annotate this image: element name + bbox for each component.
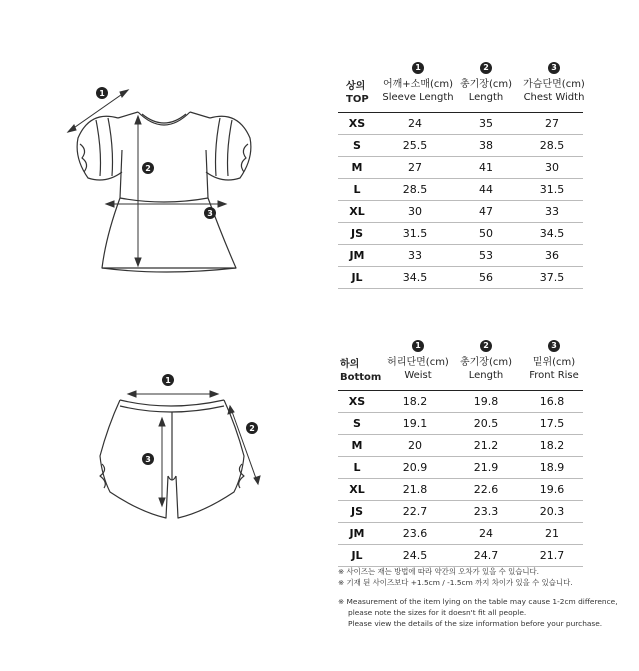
bottom-marker-2: 2 <box>249 424 255 433</box>
top-col-length: 2 총기장(cm) Length <box>459 63 513 103</box>
num-badge: 2 <box>480 62 492 74</box>
bottom-table-body <box>338 390 583 567</box>
measure-value: 31.5 <box>539 183 565 196</box>
table-row <box>338 223 583 245</box>
bottom-marker-3: 3 <box>145 455 151 464</box>
size-label: JS <box>350 227 363 240</box>
size-label: M <box>351 161 363 174</box>
measure-value: 27 <box>545 117 559 130</box>
table-row <box>338 545 583 567</box>
table-row <box>338 435 583 457</box>
measure-value: 31.5 <box>402 227 428 240</box>
num-badge: 1 <box>412 62 424 74</box>
measure-value: 21.7 <box>539 549 565 562</box>
measure-value: 16.8 <box>539 395 565 408</box>
top-col-chest-width: 3 가슴단면(cm) Chest Width <box>523 63 585 103</box>
measure-value: 21.8 <box>402 483 428 496</box>
measure-value: 36 <box>545 249 559 262</box>
measure-value: 34.5 <box>539 227 565 240</box>
top-marker-1: 1 <box>99 89 105 98</box>
size-label: XS <box>348 395 366 408</box>
size-label: S <box>353 139 361 152</box>
measure-value: 22.6 <box>473 483 499 496</box>
measure-value: 38 <box>479 139 493 152</box>
measure-value: 22.7 <box>402 505 428 518</box>
note-ko-1: ※ 사이즈는 재는 방법에 따라 약간의 오차가 있을 수 있습니다. <box>338 567 540 576</box>
size-label: S <box>353 417 361 430</box>
measure-value: 20.9 <box>402 461 428 474</box>
bottom-label-ko: 하의 <box>340 359 360 370</box>
note-ko-2: ※ 기재 된 사이즈보다 +1.5cm / -1.5cm 까지 차이가 있을 수 있습니다. <box>338 578 573 587</box>
measure-value: 21 <box>545 527 559 540</box>
measure-value: 18.9 <box>539 461 565 474</box>
top-marker-2: 2 <box>145 164 151 173</box>
top-garment-illustration <box>60 80 270 280</box>
top-table-header <box>338 62 583 112</box>
note-en-2: please note the sizes for it doesn't fit all people. <box>348 608 527 617</box>
measure-value: 44 <box>479 183 493 196</box>
measure-value: 47 <box>479 205 493 218</box>
measure-value: 19.1 <box>402 417 428 430</box>
measure-value: 24 <box>479 527 493 540</box>
size-label: XL <box>349 205 365 218</box>
size-label: XS <box>348 117 366 130</box>
measure-value: 19.6 <box>539 483 565 496</box>
measure-value: 20 <box>408 439 422 452</box>
size-label: JL <box>351 271 363 284</box>
top-marker-3: 3 <box>207 209 213 218</box>
top-size-table <box>338 62 583 289</box>
size-label: L <box>353 183 361 196</box>
size-label: JL <box>351 549 363 562</box>
size-label: JM <box>349 249 365 262</box>
num-badge: 3 <box>548 62 560 74</box>
measure-value: 33 <box>408 249 422 262</box>
num-badge: 3 <box>548 340 560 352</box>
table-row <box>338 391 583 413</box>
table-row <box>338 457 583 479</box>
measure-value: 56 <box>479 271 493 284</box>
measure-value: 50 <box>479 227 493 240</box>
top-label-en: TOP <box>346 94 369 105</box>
table-row <box>338 113 583 135</box>
measure-value: 24 <box>408 117 422 130</box>
measure-value: 21.2 <box>473 439 499 452</box>
bottom-col-waist: 1 허리단면(cm) Weist <box>387 341 449 381</box>
measure-value: 37.5 <box>539 271 565 284</box>
measure-value: 18.2 <box>402 395 428 408</box>
top-table-label <box>346 80 380 106</box>
bottom-garment-illustration <box>80 366 280 526</box>
measure-value: 19.8 <box>473 395 499 408</box>
table-row <box>338 179 583 201</box>
measure-value: 30 <box>545 161 559 174</box>
size-label: JS <box>350 505 363 518</box>
note-en-3: Please view the details of the size information before your purchase. <box>348 619 603 628</box>
measure-value: 28.5 <box>539 139 565 152</box>
measure-value: 20.5 <box>473 417 499 430</box>
table-row <box>338 201 583 223</box>
measure-value: 30 <box>408 205 422 218</box>
top-table-body <box>338 112 583 289</box>
measure-value: 35 <box>479 117 493 130</box>
measure-value: 24.5 <box>402 549 428 562</box>
table-row <box>338 157 583 179</box>
bottom-col-front-rise: 3 밑위(cm) Front Rise <box>529 341 579 381</box>
measure-value: 27 <box>408 161 422 174</box>
size-label: L <box>353 461 361 474</box>
measure-value: 24.7 <box>473 549 499 562</box>
measure-value: 20.3 <box>539 505 565 518</box>
top-label-ko: 상의 <box>346 81 366 92</box>
measure-value: 33 <box>545 205 559 218</box>
measure-value: 18.2 <box>539 439 565 452</box>
table-row <box>338 523 583 545</box>
measure-value: 34.5 <box>402 271 428 284</box>
num-badge: 2 <box>480 340 492 352</box>
table-row <box>338 135 583 157</box>
size-label: XL <box>349 483 365 496</box>
table-row <box>338 413 583 435</box>
measure-value: 53 <box>479 249 493 262</box>
top-col-sleeve-length: 1 어깨+소매(cm) Sleeve Length <box>382 63 454 103</box>
table-row <box>338 479 583 501</box>
measure-value: 23.3 <box>473 505 499 518</box>
table-row <box>338 245 583 267</box>
size-label: JM <box>349 527 365 540</box>
measure-value: 41 <box>479 161 493 174</box>
table-row <box>338 501 583 523</box>
size-notes <box>338 566 638 629</box>
measure-value: 28.5 <box>402 183 428 196</box>
bottom-table-header <box>338 340 583 390</box>
measure-value: 23.6 <box>402 527 428 540</box>
measure-value: 17.5 <box>539 417 565 430</box>
measure-value: 21.9 <box>473 461 499 474</box>
bottom-col-length: 2 총기장(cm) Length <box>459 341 513 381</box>
bottom-table-label <box>340 358 380 384</box>
num-badge: 1 <box>412 340 424 352</box>
bottom-marker-1: 1 <box>165 376 171 385</box>
note-en-1: ※ Measurement of the item lying on the table may cause 1-2cm difference, <box>338 597 618 606</box>
bottom-size-table <box>338 340 583 567</box>
size-label: M <box>351 439 363 452</box>
table-row <box>338 267 583 289</box>
measure-value: 25.5 <box>402 139 428 152</box>
bottom-label-en: Bottom <box>340 372 382 383</box>
